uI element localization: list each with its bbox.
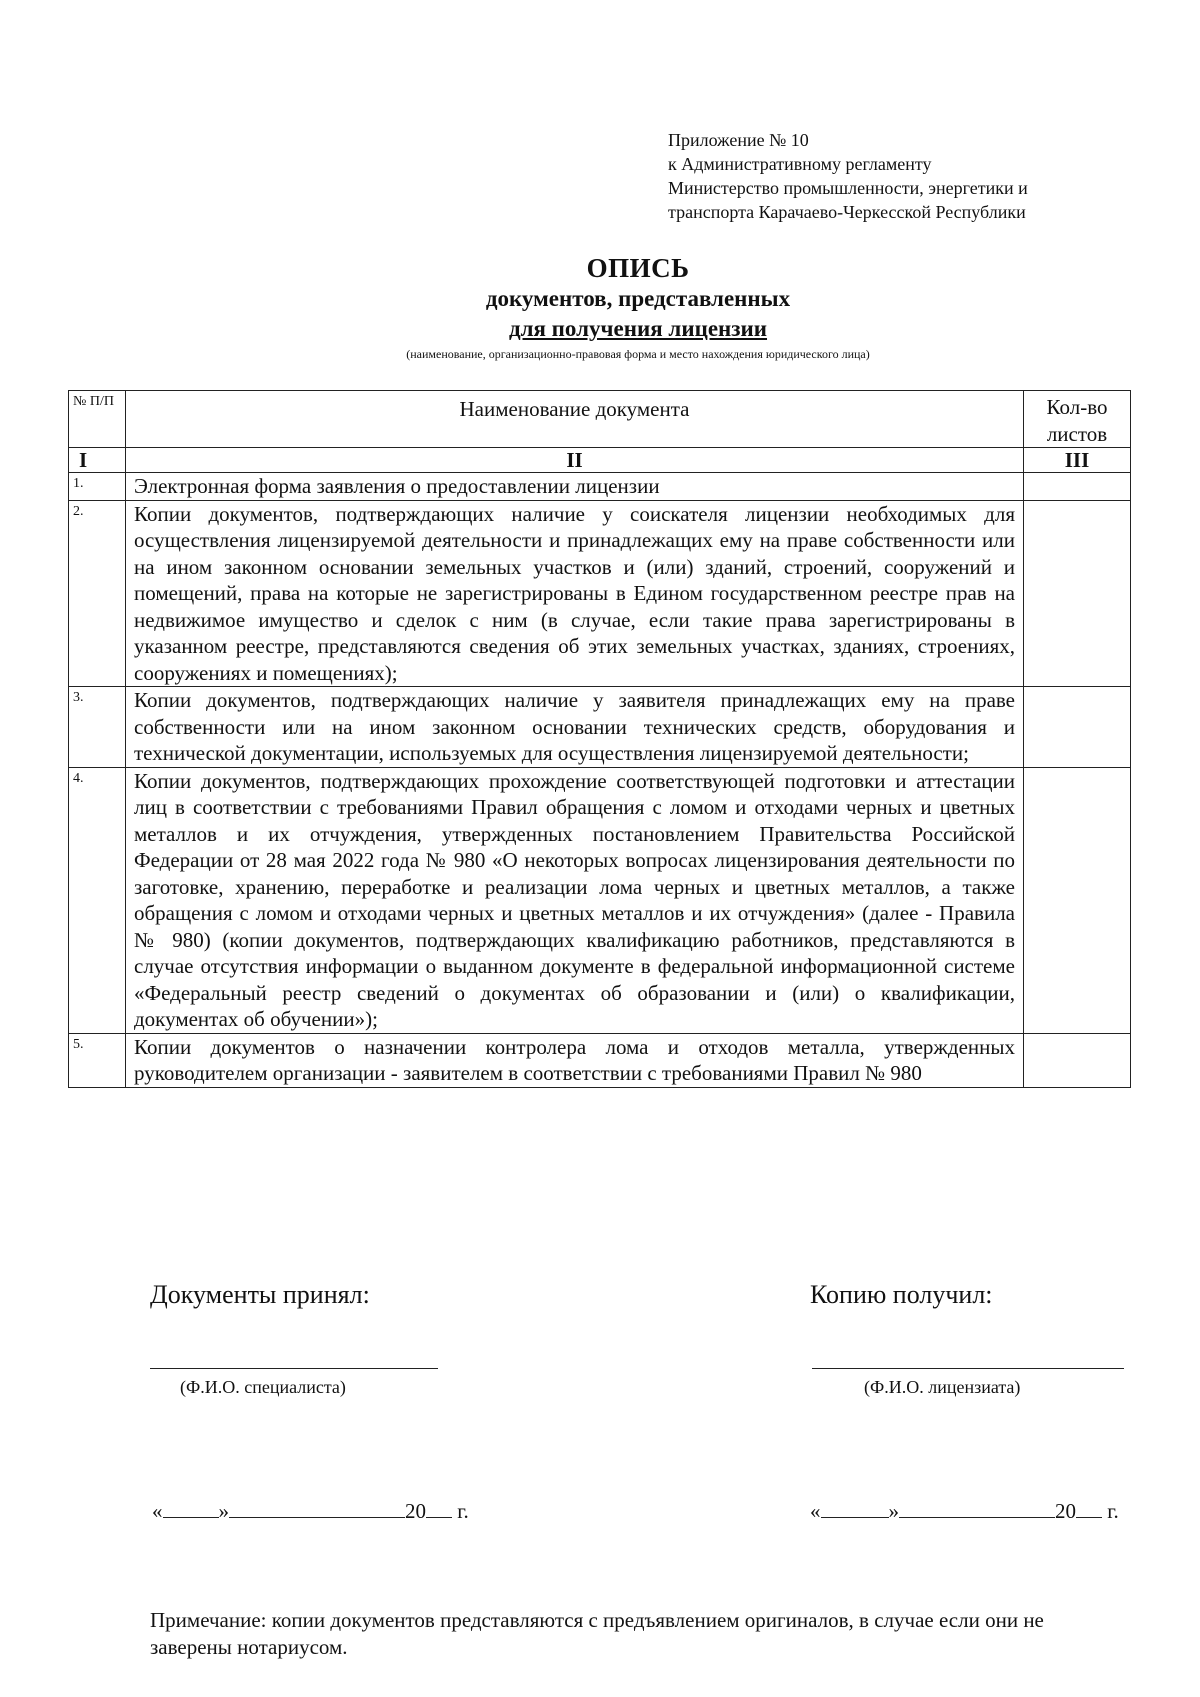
date-close-quote: » xyxy=(218,1499,229,1523)
appendix-line: к Административному регламенту xyxy=(668,154,932,174)
table-row xyxy=(69,687,1131,768)
documents-table xyxy=(68,390,1131,1088)
header-sheet-count: Кол-во листов xyxy=(1024,391,1131,448)
licensee-date-line xyxy=(810,1497,1119,1524)
table-header-row xyxy=(69,391,1131,448)
specialist-signature-line[interactable] xyxy=(150,1368,438,1369)
licensee-caption: (Ф.И.О. лицензиата) xyxy=(864,1377,1021,1397)
date-month-field[interactable] xyxy=(899,1497,1055,1518)
document-title: ОПИСЬ xyxy=(586,253,690,283)
specialist-caption: (Ф.И.О. специалиста) xyxy=(180,1377,346,1397)
licensee-signature-line[interactable] xyxy=(812,1368,1124,1369)
date-year-prefix: 20 xyxy=(1055,1499,1076,1523)
date-year-field[interactable] xyxy=(1076,1497,1102,1518)
date-year-prefix: 20 xyxy=(405,1499,426,1523)
roman-iii: III xyxy=(1024,448,1131,473)
document-subtitle: документов, представленных xyxy=(485,286,791,311)
date-close-quote: » xyxy=(888,1499,899,1523)
roman-i: I xyxy=(69,448,126,473)
title-hint: (наименование, организационно-правовая форма и место нахождения юридического лица) xyxy=(406,347,870,361)
row-sheet-count[interactable] xyxy=(1024,687,1131,768)
row-document-name: Копии документов, подтверждающих наличие у заявителя принадлежащих ему на праве собственности или на ином законном основании технических средств, оборудования и технической документации, используемых для осуществления лицензируемой деятельности; xyxy=(126,687,1024,768)
row-document-name: Копии документов о назначении контролера лома и отходов металла, утвержденных руководителем организации - заявителем в соответствии с требованиями Правил № 980 xyxy=(126,1033,1024,1087)
date-open-quote: « xyxy=(152,1499,163,1523)
row-number: 5. xyxy=(69,1033,126,1087)
row-document-name: Электронная форма заявления о предоставлении лицензии xyxy=(126,473,1024,501)
table-roman-row xyxy=(69,448,1131,473)
table-row xyxy=(69,500,1131,687)
date-open-quote: « xyxy=(810,1499,821,1523)
row-number: 1. xyxy=(69,473,126,501)
row-sheet-count[interactable] xyxy=(1024,500,1131,687)
date-year-field[interactable] xyxy=(426,1497,452,1518)
table-row xyxy=(69,1033,1131,1087)
footnote: Примечание: копии документов представляются с предъявлением оригиналов, в случае если они не заверены нотариусом. xyxy=(150,1608,1044,1659)
table-row xyxy=(69,473,1131,501)
appendix-line: Министерство промышленности, энергетики и xyxy=(668,178,1028,198)
table-row xyxy=(69,767,1131,1033)
copy-received-label: Копию получил: xyxy=(810,1280,993,1309)
appendix-line: Приложение № 10 xyxy=(668,130,809,150)
row-number: 4. xyxy=(69,767,126,1033)
row-document-name: Копии документов, подтверждающих наличие у соискателя лицензии необходимых для осуществления лицензируемой деятельности и принадлежащих ему на праве собственности или на ином законном основании земельных участков и (или) зданий, строений, сооружений и помещений, права на которые не зарегистрированы в Едином государственном реестре прав на недвижимое имущество и сделок с ним (в случае, если такие права зарегистрированы в указанном реестре, представляются сведения об этих земельных участках, зданиях, строениях, сооружениях и помещениях); xyxy=(126,500,1024,687)
date-year-suffix: г. xyxy=(457,1499,469,1523)
roman-ii: II xyxy=(126,448,1024,473)
date-year-suffix: г. xyxy=(1107,1499,1119,1523)
appendix-line: транспорта Карачаево-Черкесской Республики xyxy=(668,202,1026,222)
row-sheet-count[interactable] xyxy=(1024,1033,1131,1087)
row-document-name: Копии документов, подтверждающих прохождение соответствующей подготовки и аттестации лиц в соответствии с требованиями Правил обращения с ломом и отходами черных и цветных металлов и их отчуждения, утвержденных постановлением Правительства Российской Федерации от 28 мая 2022 года № 980 «О некоторых вопросах лицензирования деятельности по заготовке, хранению, переработке и реализации лома черных и цветных металлов, а также обращения с ломом и отходами черных и цветных металлов и их отчуждения» (далее - Правила № 980) (копии документов, подтверждающих квалификацию работников, представляются в случае отсутствия информации о выданном документе в федеральной информационной системе «Федеральный реестр сведений о документах об образовании и (или) о квалификации, документах об обучении»); xyxy=(126,767,1024,1033)
title-block xyxy=(0,252,1200,362)
document-subtitle-underlined: для получения лицензии xyxy=(508,316,768,341)
row-number: 2. xyxy=(69,500,126,687)
appendix-block xyxy=(668,128,1128,224)
date-day-field[interactable] xyxy=(821,1497,889,1518)
row-number: 3. xyxy=(69,687,126,768)
header-document-name: Наименование документа xyxy=(126,391,1024,448)
received-by-label: Документы принял: xyxy=(150,1280,370,1309)
row-sheet-count[interactable] xyxy=(1024,767,1131,1033)
specialist-date-line xyxy=(152,1497,469,1524)
date-day-field[interactable] xyxy=(163,1497,219,1518)
date-month-field[interactable] xyxy=(229,1497,405,1518)
header-number: № П/П xyxy=(69,391,126,448)
row-sheet-count[interactable] xyxy=(1024,473,1131,501)
